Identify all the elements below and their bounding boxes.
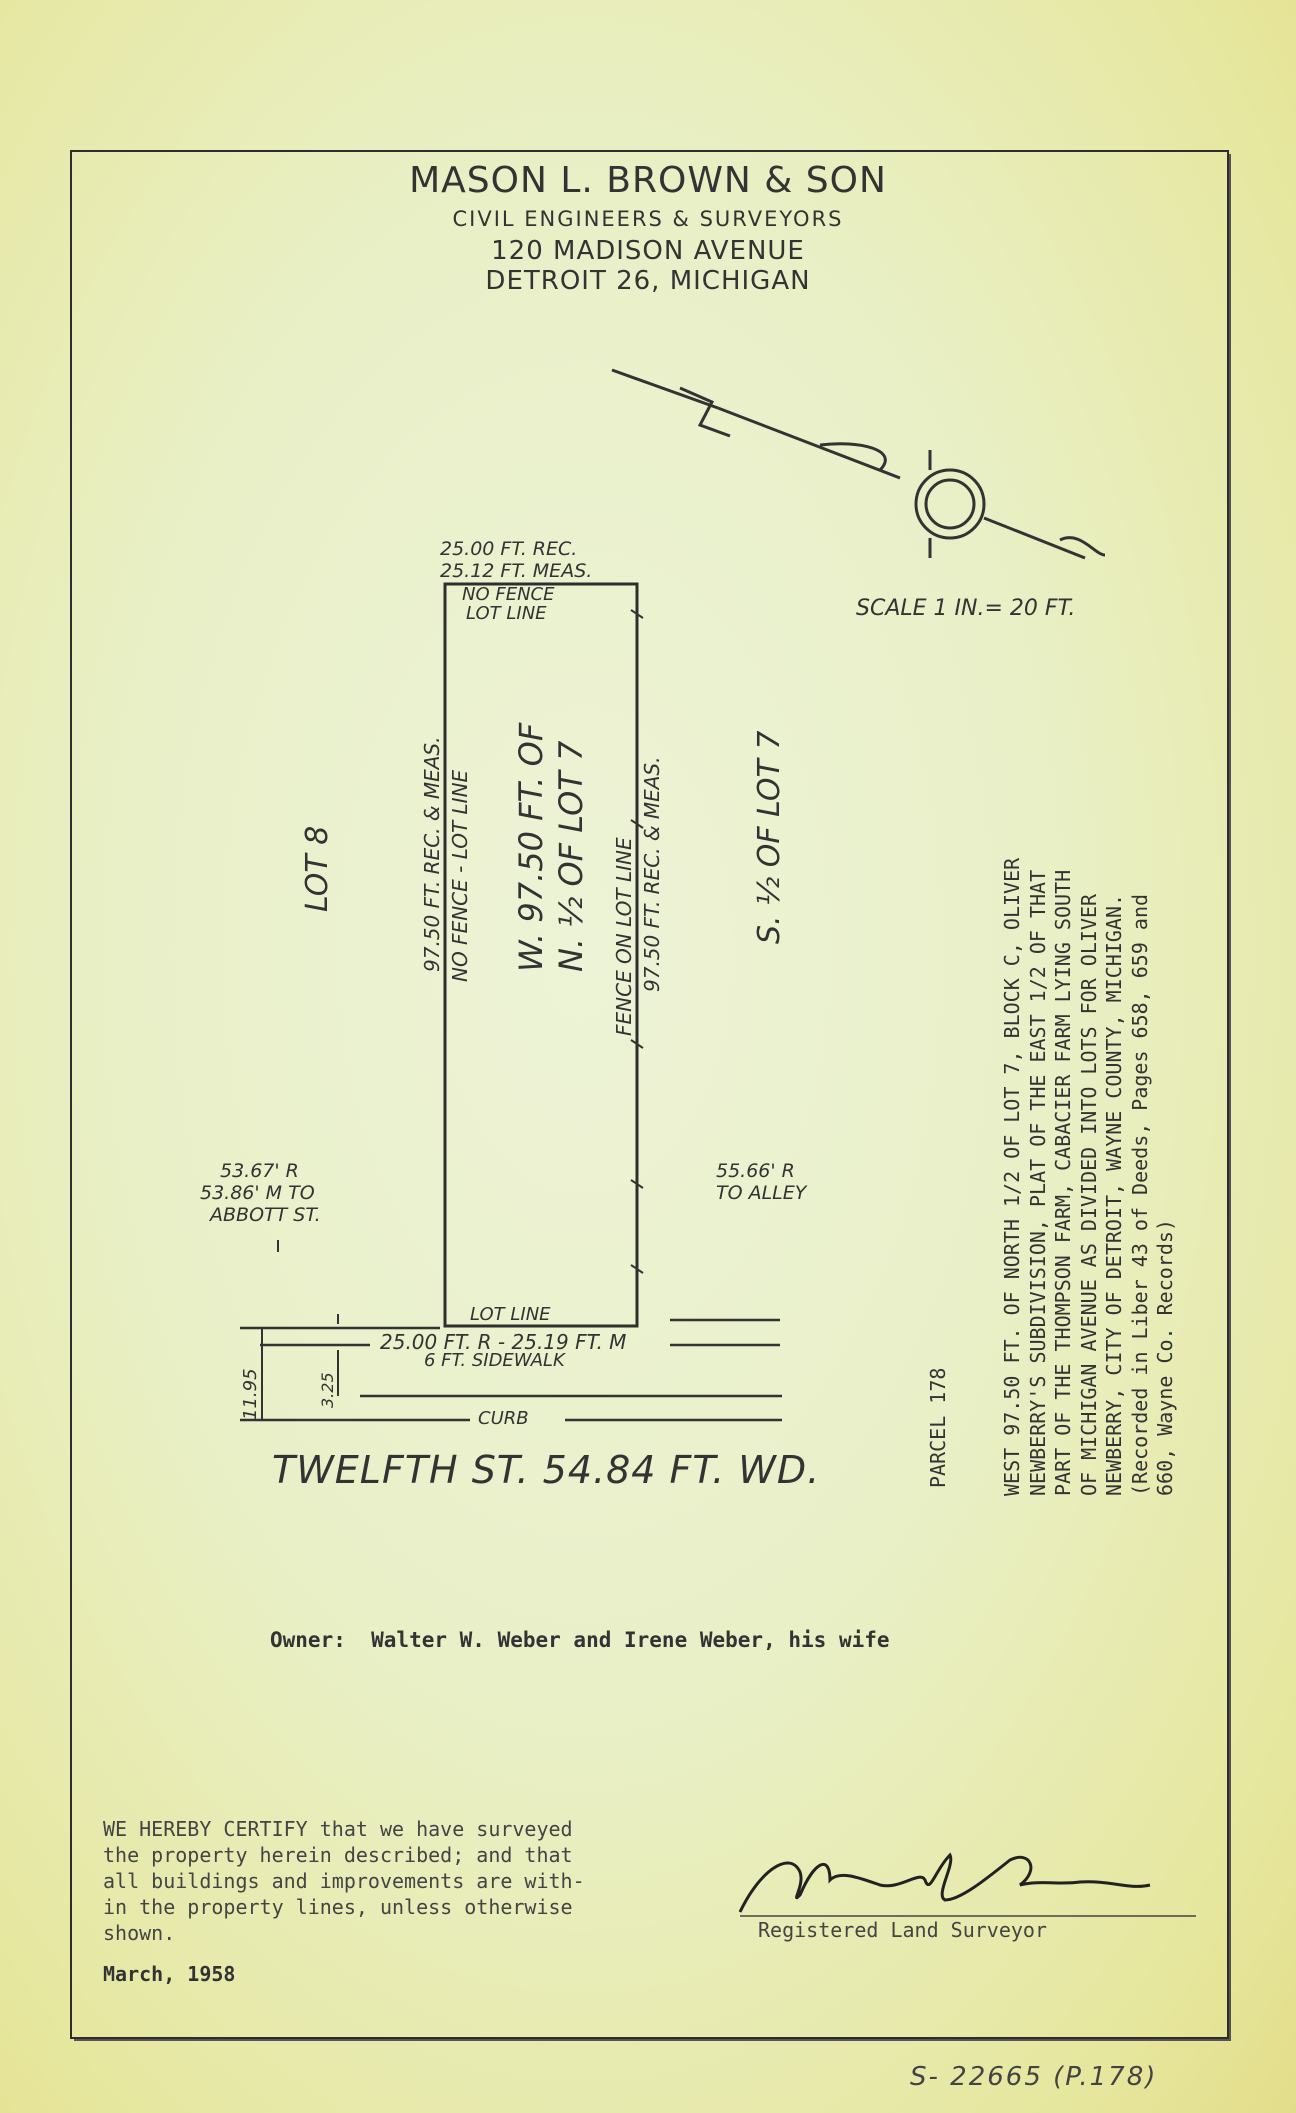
parcel-label-2: N. ½ OF LOT 7 — [552, 740, 590, 972]
parcel-label-1: W. 97.50 FT. OF — [512, 722, 550, 972]
legal-line: OF MICHIGAN AVENUE AS DIVIDED INTO LOTS FOR OLIVER — [1076, 893, 1101, 1496]
legal-line: WEST 97.50 FT. OF NORTH 1/2 OF LOT 7, BLOCK C, OLIVER — [1000, 857, 1024, 1496]
cert-line: WE HEREBY CERTIFY that we have surveyed — [103, 1817, 573, 1841]
curb-label: CURB — [478, 1408, 529, 1429]
street-label: TWELFTH ST. 54.84 FT. WD. — [272, 1448, 821, 1492]
owner-line: Owner: Walter W. Weber and Irene Weber, his wife — [270, 1628, 890, 1652]
survey-date: March, 1958 — [103, 1962, 236, 1986]
dim-11-95: 11.95 — [240, 1368, 261, 1420]
lot-8-label: LOT 8 — [300, 825, 335, 912]
no-fence-label: NO FENCE — [462, 584, 555, 605]
firm-subtitle: CIVIL ENGINEERS & SURVEYORS — [452, 207, 844, 231]
legal-line: NEWBERRY, CITY OF DETROIT, WAYNE COUNTY, MICHIGAN. — [1102, 893, 1126, 1496]
south-half-label: S. ½ OF LOT 7 — [752, 730, 787, 944]
lot-line-top-label: LOT LINE — [466, 603, 547, 624]
right-dimension: 97.50 FT. REC. & MEAS. — [640, 756, 664, 992]
top-dim-rec: 25.00 FT. REC. — [440, 538, 578, 560]
firm-address: 120 MADISON AVENUE — [491, 236, 805, 266]
left-distance-rec: 53.67' R — [220, 1160, 299, 1182]
sidewalk-label: 6 FT. SIDEWALK — [424, 1350, 565, 1371]
bottom-dimension: 25.00 FT. R - 25.19 FT. M — [380, 1330, 627, 1354]
legal-line: NEWBERRY'S SUBDIVISION, PLAT OF THE EAST 1/2 OF THAT — [1025, 869, 1050, 1496]
legal-line: 660, Wayne Co. Records) — [1153, 1219, 1177, 1496]
lot-line-bottom-label: LOT LINE — [470, 1304, 551, 1325]
left-fence-label: NO FENCE - LOT LINE — [448, 769, 472, 982]
left-dimension: 97.50 FT. REC. & MEAS. — [420, 736, 444, 972]
legal-line: (Recorded in Liber 43 of Deeds, Pages 658, 659 and — [1127, 893, 1152, 1496]
right-fence-label: FENCE ON LOT LINE — [612, 837, 636, 1036]
cert-line: shown. — [103, 1921, 176, 1945]
surveyor-label: Registered Land Surveyor — [758, 1918, 1047, 1942]
firm-city: DETROIT 26, MICHIGAN — [485, 266, 811, 296]
abbott-st-label: ABBOTT ST. — [210, 1204, 321, 1226]
firm-name: MASON L. BROWN & SON — [409, 160, 887, 201]
cert-line: the property herein described; and that — [103, 1843, 573, 1867]
cert-line: all buildings and improvements are with- — [103, 1869, 585, 1893]
left-distance-meas: 53.86' M TO — [200, 1182, 315, 1204]
top-dim-meas: 25.12 FT. MEAS. — [440, 560, 593, 582]
alley-label: TO ALLEY — [716, 1182, 807, 1204]
cert-line: in the property lines, unless otherwise — [103, 1895, 573, 1919]
parcel-number: PARCEL 178 — [926, 1367, 950, 1488]
right-distance-rec: 55.66' R — [716, 1160, 795, 1182]
legal-line: PART OF THE THOMPSON FARM, CABACIER FARM LYING SOUTH — [1051, 869, 1075, 1496]
scale-label: SCALE 1 IN.= 20 FT. — [856, 596, 1076, 621]
file-number: S- 22665 (P.178) — [910, 2062, 1158, 2092]
dim-3-25: 3.25 — [318, 1372, 337, 1408]
